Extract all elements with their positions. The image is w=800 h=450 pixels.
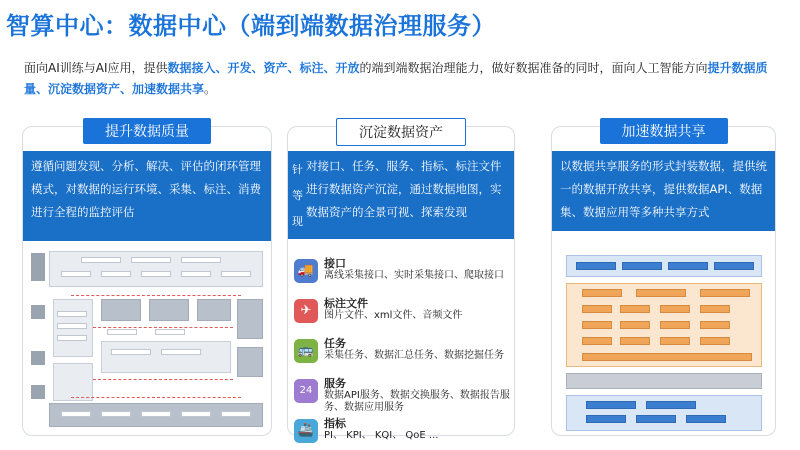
- bus-icon: 🚌: [294, 339, 318, 363]
- item-heading: 任务: [324, 337, 346, 350]
- diagram-label: [31, 351, 45, 365]
- service-24h-icon: 24: [294, 379, 318, 403]
- item-text: 图片文件、xml文件、音频文件: [324, 310, 463, 321]
- card-sharing: [551, 126, 776, 436]
- card-quality: [22, 126, 272, 436]
- intro-text: 面向AI训练与AI应用，提供: [24, 61, 168, 75]
- list-item: [294, 257, 510, 293]
- list-item: [294, 377, 510, 413]
- quality-diagram: [31, 251, 265, 429]
- card-description: 遵循问题发现、分析、解决、评估的闭环管理模式，对数据的运行环境、采集、标注、消费进行全程的监控评估: [23, 151, 271, 241]
- item-heading: 指标: [324, 417, 346, 430]
- item-heading: 服务: [324, 377, 346, 390]
- card-title: 沉淀数据资产: [336, 118, 466, 146]
- item-text: 离线采集接口、实时采集接口、爬取接口: [324, 270, 504, 281]
- diagram-label: [31, 305, 45, 319]
- intro-highlight: 数据接入、开发、资产、标注、开放: [167, 61, 360, 75]
- intro-text: 的端到端数据治理能力，做好数据准备的同时，面向人工智能方向: [359, 61, 708, 75]
- item-text: PI、 KPI、 KQI、 QoE ...: [324, 430, 439, 441]
- vertical-text: 针 等 现: [292, 163, 303, 228]
- item-heading: 接口: [324, 257, 346, 270]
- list-item: [294, 417, 510, 450]
- card-assets: [287, 125, 515, 441]
- intro-paragraph: [24, 58, 784, 100]
- sharing-diagram: [566, 255, 762, 431]
- page-title: 智算中心：数据中心（端到端数据治理服务）: [6, 12, 496, 40]
- diagram-bar: [566, 373, 762, 389]
- card-title: 加速数据共享: [600, 118, 728, 144]
- asset-list: [294, 257, 510, 450]
- diagram-label: [31, 385, 45, 399]
- truck-icon: 🚚: [294, 259, 318, 283]
- ship-icon: 🚢: [294, 419, 318, 443]
- item-text: 采集任务、数据汇总任务、数据挖掘任务: [324, 350, 504, 361]
- card-description: 以数据共享服务的形式封装数据，提供统一的数据开放共享，提供数据API、数据集、数据应用等多种共享方式: [552, 151, 775, 231]
- item-text: 数据API服务、数据交换服务、数据报告服务、数据应用服务: [324, 390, 510, 413]
- card-description: [288, 151, 514, 239]
- card-title: 提升数据质量: [83, 118, 211, 144]
- list-item: [294, 337, 510, 373]
- list-item: [294, 297, 510, 333]
- plane-icon: ✈: [294, 299, 318, 323]
- intro-highlight: 提升数据质量、沉淀数据资产、加速数据共享: [24, 61, 768, 96]
- card-description-text: 对接口、任务、服务、指标、标注文件进行数据资产沉淀，通过数据地图，实数据资产的全景可视、探索发现: [306, 159, 502, 219]
- diagram-label: [31, 253, 45, 281]
- intro-text: 。: [204, 82, 217, 96]
- item-heading: 标注文件: [324, 297, 368, 310]
